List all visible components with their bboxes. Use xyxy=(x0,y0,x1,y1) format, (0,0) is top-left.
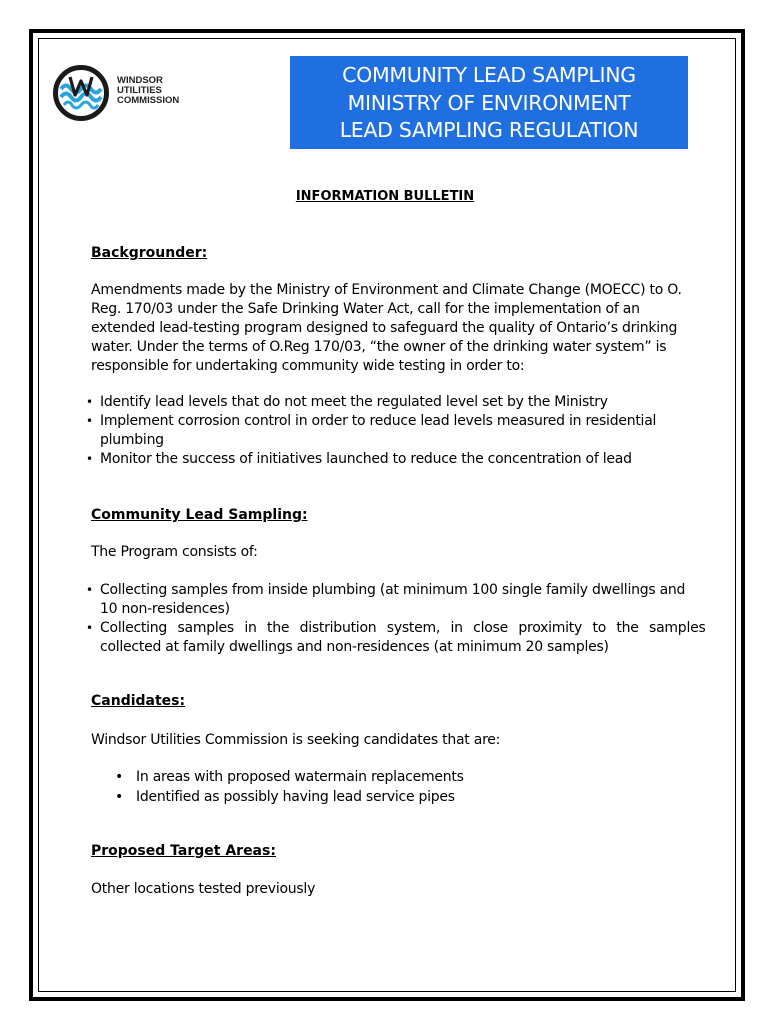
backgrounder-heading: Backgrounder: xyxy=(91,245,208,261)
water-wave-logo-icon xyxy=(53,65,109,121)
candidates-intro xyxy=(91,731,691,750)
title-line: MINISTRY OF ENVIRONMENT xyxy=(347,90,631,115)
title-line: COMMUNITY LEAD SAMPLING xyxy=(342,63,636,87)
paragraph-line: extended lead-testing program designed to safeguard the quality of Ontario’s drinking xyxy=(91,320,678,336)
list-item xyxy=(86,393,686,412)
paragraph-line: The Program consists of: xyxy=(91,544,258,560)
logo-name-line: COMMISSION xyxy=(117,95,180,106)
target-areas-text xyxy=(91,880,691,899)
list-item-text: • Collecting samples from inside plumbing (at minimum 100 single family dwellings and xyxy=(100,582,686,598)
list-item-text: 10 non-residences) xyxy=(100,601,230,617)
backgrounder-bullet-list xyxy=(86,393,686,469)
title-line: LEAD SAMPLING REGULATION xyxy=(339,118,639,142)
list-item-text: • Monitor the success of initiatives launched to reduce the concentration of lead xyxy=(100,451,632,467)
community-bullet-list xyxy=(86,581,706,657)
list-item-text: • Collecting samples in the distribution system, in close proximity to the samples xyxy=(100,620,706,636)
list-item-text: plumbing xyxy=(100,432,164,448)
community-heading: Community Lead Sampling: xyxy=(91,507,308,523)
logo-name xyxy=(117,76,179,106)
logo-name-line: UTILITIES xyxy=(117,85,162,96)
list-item-text: • Implement corrosion control in order to reduce lead levels measured in residential xyxy=(100,413,657,429)
list-item-text: • Identify lead levels that do not meet the regulated level set by the Ministry xyxy=(100,394,608,410)
paragraph-line: responsible for undertaking community wide testing in order to: xyxy=(91,358,525,374)
paragraph-line: Windsor Utilities Commission is seeking candidates that are: xyxy=(91,732,501,748)
target-areas-heading: Proposed Target Areas: xyxy=(91,843,276,859)
document-type-heading: INFORMATION BULLETIN xyxy=(295,189,475,204)
community-intro xyxy=(91,543,691,562)
list-item xyxy=(86,619,706,657)
list-item xyxy=(86,450,686,469)
logo-name-line: WINDSOR xyxy=(117,75,163,86)
list-item xyxy=(86,581,686,619)
list-item: • Identified as possibly having lead service pipes xyxy=(115,787,464,807)
paragraph-line: Other locations tested previously xyxy=(91,881,316,897)
list-item-text: collected at family dwellings and non-residences (at minimum 20 samples) xyxy=(100,639,609,655)
paragraph-line: water. Under the terms of O.Reg 170/03, “the owner of the drinking water system” is xyxy=(91,339,667,355)
windsor-utilities-logo xyxy=(53,65,213,125)
list-item: • In areas with proposed watermain replacements xyxy=(115,767,464,787)
candidates-bullet-list xyxy=(115,767,464,807)
candidates-heading: Candidates: xyxy=(91,693,186,709)
document-title-box xyxy=(290,56,688,149)
backgrounder-paragraph xyxy=(91,281,691,376)
paragraph-line: Reg. 170/03 under the Safe Drinking Water Act, call for the implementation of an xyxy=(91,301,640,317)
list-item xyxy=(86,412,686,450)
paragraph-line: Amendments made by the Ministry of Environment and Climate Change (MOECC) to O. xyxy=(91,282,682,298)
